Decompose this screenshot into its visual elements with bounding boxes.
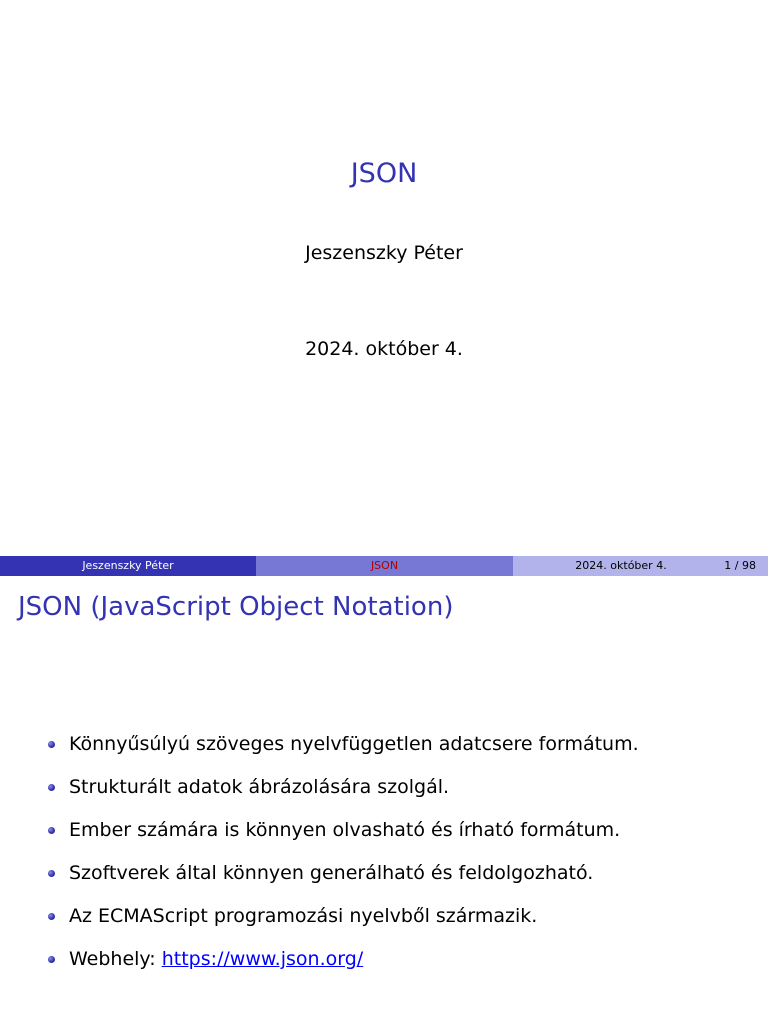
bullet-icon: [48, 870, 55, 877]
bullet-item: [48, 858, 639, 901]
website-link[interactable]: https://www.json.org/: [161, 948, 364, 970]
presentation-date: 2024. október 4.: [305, 338, 463, 360]
bullet-icon: [48, 741, 55, 748]
bullet-item-website: [48, 944, 639, 987]
bullet-icon: [48, 784, 55, 791]
footline: [0, 556, 768, 576]
presentation-author: Jeszenszky Péter: [305, 242, 463, 264]
frame-title: JSON (JavaScript Object Notation): [18, 592, 454, 622]
bullet-icon: [48, 956, 55, 963]
bullet-text: Strukturált adatok ábrázolására szolgál.: [69, 776, 450, 798]
page-number: 1 / 98: [724, 559, 756, 572]
bullet-item: [48, 729, 639, 772]
footline-title: JSON: [256, 556, 513, 576]
bullet-text: Könnyűsúlyú szöveges nyelvfüggetlen adatcsere formátum.: [69, 733, 639, 755]
bullet-text: Az ECMAScript programozási nyelvből származik.: [69, 905, 538, 927]
presentation-title: JSON: [350, 158, 418, 189]
bullet-text: Szoftverek által könnyen generálható és feldolgozható.: [69, 862, 594, 884]
bullet-text: Ember számára is könnyen olvasható és írható formátum.: [69, 819, 621, 841]
content-slide: [0, 576, 768, 1024]
bullet-item: [48, 901, 639, 944]
footline-info: [513, 556, 768, 576]
footline-author: Jeszenszky Péter: [0, 556, 256, 576]
bullet-item: [48, 815, 639, 858]
bullet-icon: [48, 913, 55, 920]
website-label: Webhely:: [69, 948, 156, 970]
bullet-list: [48, 729, 639, 987]
bullet-item: [48, 772, 639, 815]
bullet-icon: [48, 827, 55, 834]
footline-date: 2024. október 4.: [575, 559, 667, 572]
